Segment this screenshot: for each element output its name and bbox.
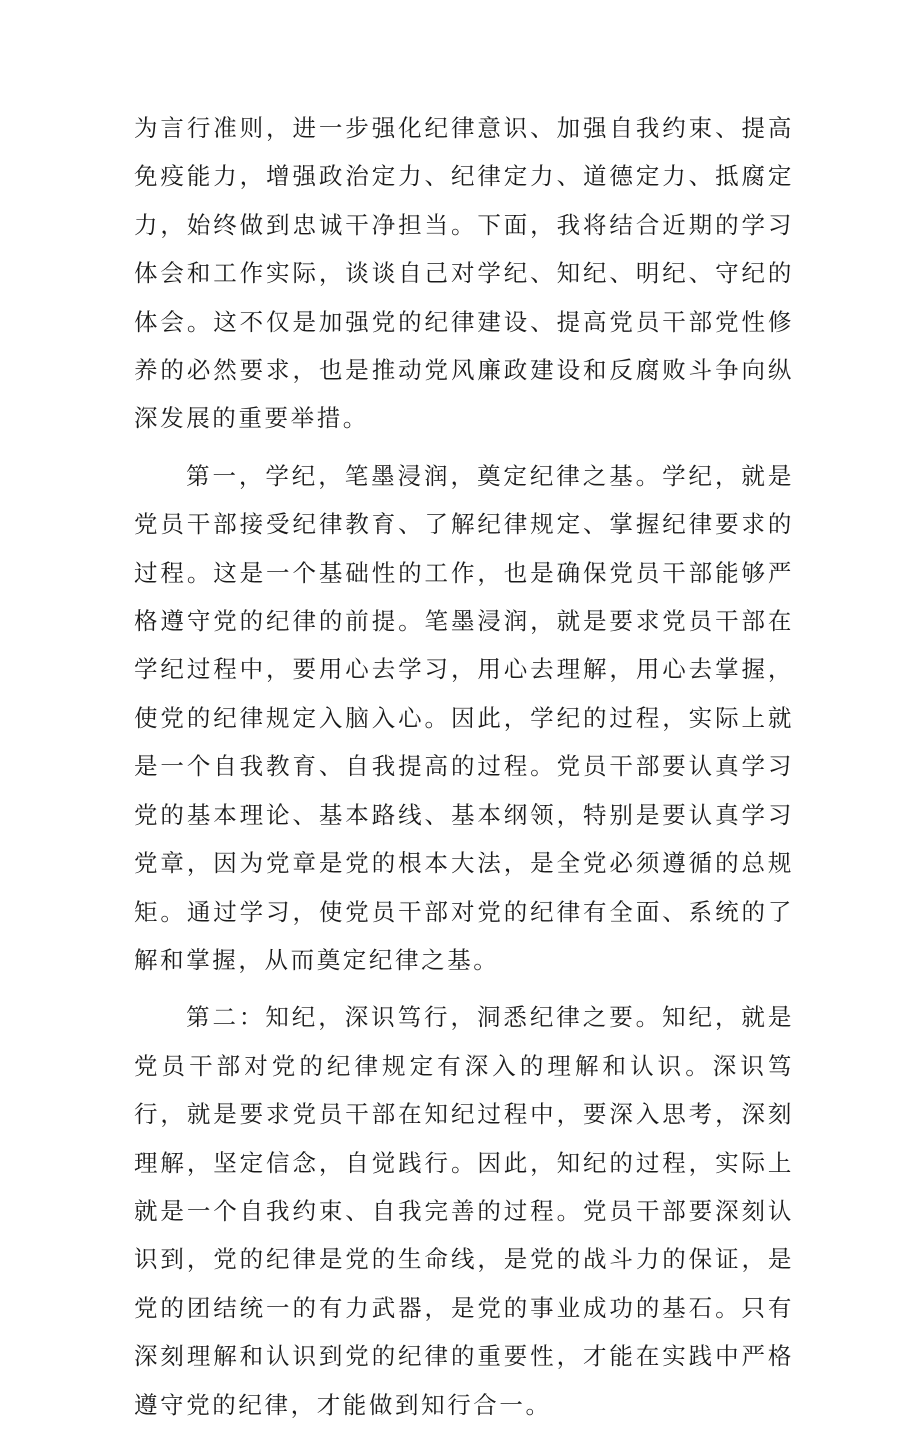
document-body — [134, 104, 794, 1438]
paragraph-first-point-study: 第一，学纪，笔墨浸润，奠定纪律之基。学纪，就是党员干部接受纪律教育、了解纪律规定、掌握纪律要求的过程。这是一个基础性的工作，也是确保党员干部能够严格遵守党的纪律的前提。笔墨浸润，就是要求党员干部在学纪过程中，要用心去学习，用心去理解，用心去掌握，使党的纪律规定入脑入心。因此，学纪的过程，实际上就是一个自我教育、自我提高的过程。党员干部要认真学习党的基本理论、基本路线、基本纲领，特别是要认真学习党章，因为党章是党的根本大法，是全党必须遵循的总规矩。通过学习，使党员干部对党的纪律有全面、系统的了解和掌握，从而奠定纪律之基。 — [134, 461, 794, 974]
paragraph-second-point-know: 第二：知纪，深识笃行，洞悉纪律之要。知纪，就是党员干部对党的纪律规定有深入的理解和认识。深识笃行，就是要求党员干部在知纪过程中，要深入思考，深刻理解，坚定信念，自觉践行。因此，知纪的过程，实际上就是一个自我约束、自我完善的过程。党员干部要深刻认识到，党的纪律是党的生命线，是党的战斗力的保证，是党的团结统一的有力武器，是党的事业成功的基石。只有深刻理解和认识到党的纪律的重要性，才能在实践中严格遵守党的纪律，才能做到知行合一。 — [134, 1003, 794, 1419]
paragraph-intro-continuation: 为言行准则，进一步强化纪律意识、加强自我约束、提高免疫能力，增强政治定力、纪律定力、道德定力、抵腐定力，始终做到忠诚干净担当。下面，我将结合近期的学习体会和工作实际，谈谈自己对学纪、知纪、明纪、守纪的体会。这不仅是加强党的纪律建设、提高党员干部党性修养的必然要求，也是推动党风廉政建设和反腐败斗争向纵深发展的重要举措。 — [134, 114, 794, 433]
